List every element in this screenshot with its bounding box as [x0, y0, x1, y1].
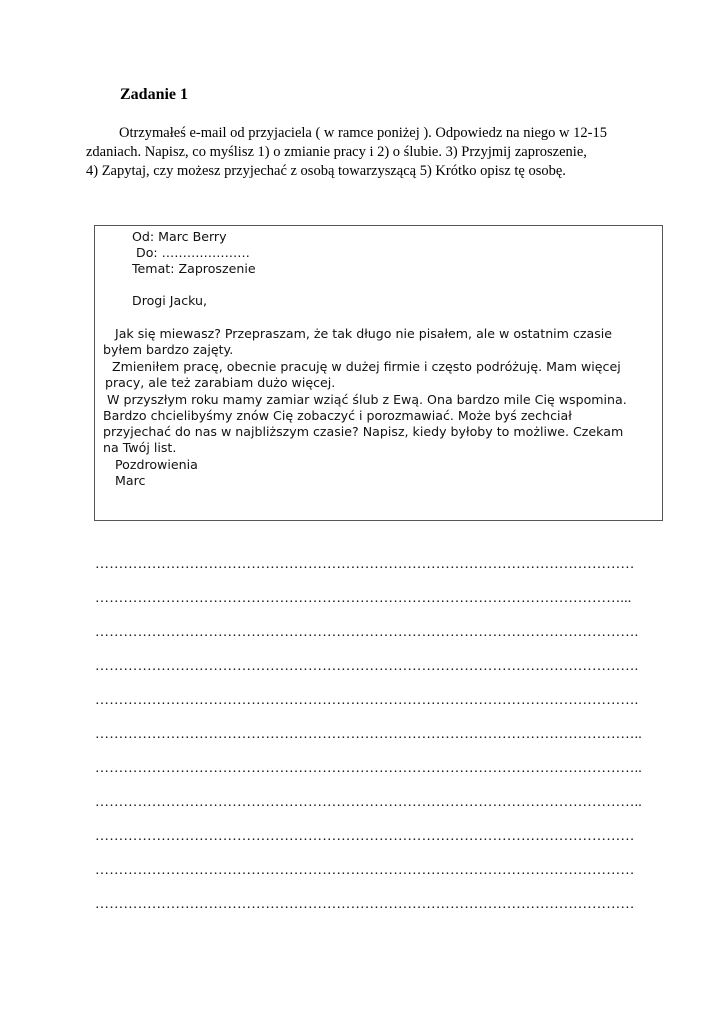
email-body-line: byłem bardzo zajęty.: [103, 342, 234, 357]
email-body-line: Bardzo chcielibyśmy znów Cię zobaczyć i porozmawiać. Może byś zechciał: [103, 408, 572, 423]
answer-line: …………………………………………………………………………………………………….: [95, 659, 639, 674]
answer-line: ……………………………………………………………………………………………………..: [95, 795, 642, 810]
email-from: Od: Marc Berry: [132, 229, 227, 244]
instruction-line: 4) Zapytaj, czy możesz przyjechać z osobą towarzyszącą 5) Krótko opisz tę osobę.: [86, 163, 566, 179]
page-title: Zadanie 1: [120, 86, 189, 103]
task-instructions: [86, 124, 646, 181]
email-subject: Temat: Zaproszenie: [132, 261, 256, 276]
email-to: Do: …………………: [136, 245, 250, 260]
instruction-line: Otrzymałeś e-mail od przyjaciela ( w ramce poniżej ). Odpowiedz na niego w 12-15: [119, 125, 607, 141]
answer-line: …………………………………………………………………………………………………….: [95, 693, 639, 708]
answer-line: ……………………………………………………………………………………………………: [95, 897, 635, 912]
email-greeting: Drogi Jacku,: [132, 293, 208, 308]
answer-line: ……………………………………………………………………………………………………..: [95, 727, 642, 742]
email-body-line: W przyszłym roku mamy zamiar wziąć ślub z Ewą. Ona bardzo mile Cię wspomina.: [107, 392, 627, 407]
email-body-line: na Twój list.: [103, 440, 177, 455]
email-signature: Marc: [115, 473, 146, 488]
email-body-line: Jak się miewasz? Przepraszam, że tak długo nie pisałem, ale w ostatnim czasie: [115, 326, 613, 341]
answer-line: ……………………………………………………………………………………………………: [95, 863, 635, 878]
email-frame: [94, 225, 663, 521]
answer-line: ……………………………………………………………………………………………………: [95, 557, 635, 572]
answer-line: …………………………………………………………………………………………………...: [95, 591, 632, 606]
email-closing: Pozdrowienia: [115, 457, 198, 472]
email-body-line: pracy, ale też zarabiam dużo więcej.: [105, 375, 336, 390]
answer-lines: [95, 555, 655, 929]
email-body-line: Zmieniłem pracę, obecnie pracuję w dużej firmie i często podróżuję. Mam więcej: [112, 359, 621, 374]
email-body-line: przyjechać do nas w najbliższym czasie? Napisz, kiedy byłoby to możliwe. Czekam: [103, 424, 624, 439]
answer-line: ……………………………………………………………………………………………………: [95, 829, 635, 844]
instruction-line: zdaniach. Napisz, co myślisz 1) o zmianie pracy i 2) o ślubie. 3) Przyjmij zaproszenie,: [86, 144, 587, 160]
answer-line: ……………………………………………………………………………………………………..: [95, 761, 642, 776]
answer-line: …………………………………………………………………………………………………….: [95, 625, 639, 640]
